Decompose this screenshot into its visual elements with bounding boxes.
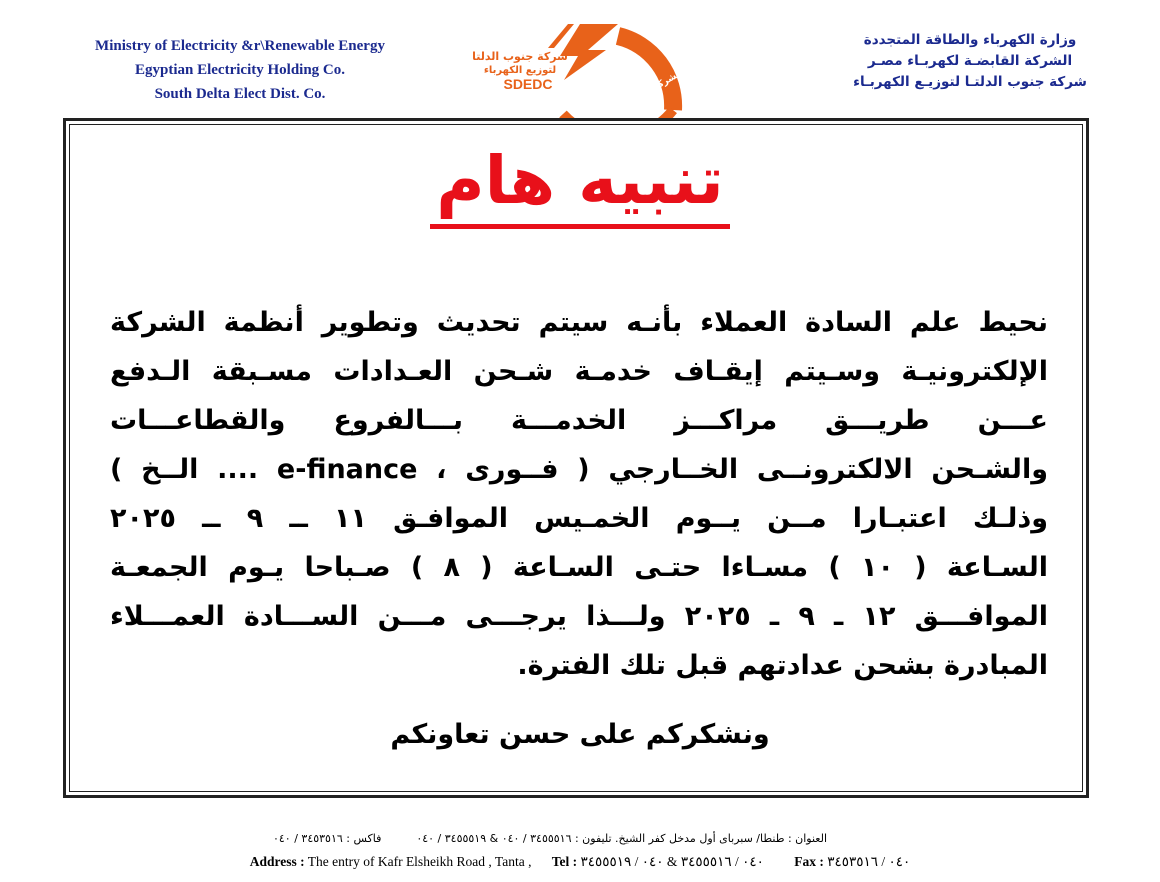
notice-body-line: عـــن طريـــق مراكـــز الخدمـــة بـــالفروع والقطاعـــات [110,405,1048,436]
logo-arc-text: الشركة القابضة لكهرباء مصر [569,68,685,120]
logo-text-line2: لتوزيع الكهرباء [483,65,557,76]
footer-tel-label: Tel : [551,854,578,869]
footer-address-label: Address : [249,854,305,869]
header-english-line: South Delta Elect Dist. Co. [154,86,326,102]
notice-body-line: السـاعة ( ١٠ ) مسـاءا حتـى السـاعة ( ٨ ) صـباحا يـوم الجمعـة [110,552,1048,583]
notice-title-wrap [0,138,1160,229]
footer-tel-value: ٠٤٠ / ٣٤٥٥٥١٦ & ٠٤٠ / ٣٤٥٥٥١٩ [580,854,764,869]
footer-fax-value: ٠٤٠ / ٣٤٥٣٥١٦ [827,854,911,869]
header-english-line: Ministry of Electricity &r\Renewable Energy [95,38,385,54]
notice-body-line: الموافـــق ١٢ ـ ٩ ـ ٢٠٢٥ ولـــذا يرجـــى مـــن الســـادة العمـــلاء [110,601,1048,632]
header-arabic-line: الشركة القابضـة لكهربـاء مصـر [867,53,1073,69]
notice-body-line: الإلكترونيـة وسـيتم إيقـاف خدمـة شـحن العـدادات مسـبقة الـدفع [110,356,1048,387]
header-arabic [820,30,1120,93]
footer-fax-label: Fax : [794,854,824,869]
notice-title: تنبيه هام [430,138,730,229]
logo-abbr: SDEDC [503,76,553,92]
footer-english [200,852,960,872]
notice-body [110,298,1048,690]
notice-body-line: نحيط علم السادة العملاء بأنـه سيتم تحديث وتطوير أنظمة الشركة [110,307,1048,338]
footer-address-value: The entry of Kafr Elsheikh Road , Tanta , [307,854,532,869]
header-arabic-line: وزارة الكهرباء والطاقة المتجددة [863,32,1077,48]
header-english [60,34,420,106]
notice-body-line: وذلـك اعتبـارا مــن يــوم الخمـيس الموافـق ١١ ــ ٩ ــ ٢٠٢٥ [110,503,1048,534]
footer-arabic [190,830,910,848]
header-english-line: Egyptian Electricity Holding Co. [135,62,345,78]
notice-body-line: والشـحن الالكترونــى الخــارجي ( فــورى ، e-finance .... الــخ ) [110,454,1048,485]
notice-closing: ونشكركم على حسن تعاونكم [390,719,770,750]
bolt-icon [560,24,618,80]
logo-text-line1: شركة جنوب الدلتا [472,50,568,63]
company-logo [468,18,698,120]
notice-body-line: المبادرة بشحن عدادتهم قبل تلك الفترة. [517,650,1048,681]
footer-arabic-address: العنوان : طنطا/ سبرباى أول مدخل كفر الشيخ. تليفون : ٣٤٥٥٥١٦ / ٠٤٠ & ٣٤٥٥٥١٩ / ٠٤٠ [416,832,828,845]
header-arabic-line: شركة جنوب الدلتـا لتوزيـع الكهربـاء [853,74,1087,90]
footer-arabic-fax: فاكس : ٣٤٥٣٥١٦ / ٠٤٠ [272,832,382,845]
